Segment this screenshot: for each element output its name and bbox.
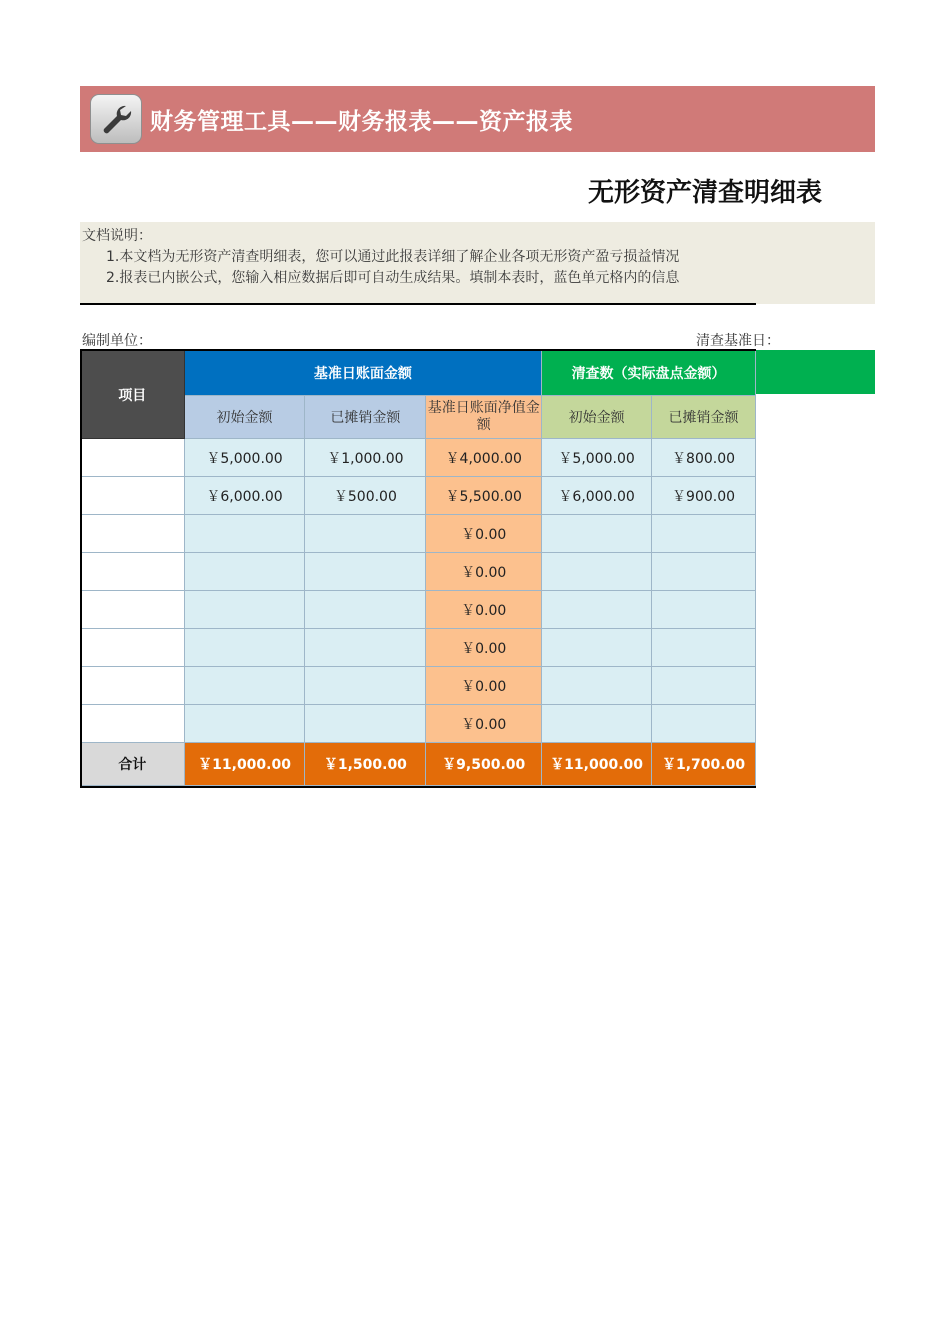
row-count-amortized[interactable]: ￥900.00 — [652, 477, 756, 515]
notes-line-2: 2.报表已内嵌公式，您输入相应数据后即可自动生成结果。填制本表时，蓝色单元格内的信息 — [106, 270, 680, 286]
total-row — [81, 743, 756, 786]
row-item[interactable] — [81, 553, 185, 591]
row-initial[interactable] — [184, 515, 305, 553]
row-item[interactable] — [81, 439, 185, 477]
table-row — [81, 629, 756, 667]
document-title: 无形资产清查明细表 — [588, 178, 823, 208]
row-count-initial[interactable] — [542, 515, 652, 553]
row-item[interactable] — [81, 667, 185, 705]
count-header-extension — [756, 350, 875, 394]
col-count-initial: 初始金额 — [542, 396, 652, 439]
row-net[interactable]: ￥0.00 — [426, 553, 542, 591]
row-item[interactable] — [81, 591, 185, 629]
row-count-initial[interactable] — [542, 553, 652, 591]
notes-heading: 文档说明： — [82, 228, 152, 244]
row-initial[interactable] — [184, 591, 305, 629]
row-amortized[interactable] — [305, 705, 426, 743]
table-body — [81, 439, 756, 743]
col-book-net: 基准日账面净值金额 — [426, 396, 542, 439]
row-initial[interactable]: ￥6,000.00 — [184, 477, 305, 515]
row-item[interactable] — [81, 515, 185, 553]
table-row — [81, 591, 756, 629]
row-count-amortized[interactable] — [652, 553, 756, 591]
row-initial[interactable] — [184, 667, 305, 705]
row-count-amortized[interactable] — [652, 667, 756, 705]
row-amortized[interactable] — [305, 515, 426, 553]
tool-banner — [80, 86, 875, 152]
row-initial[interactable] — [184, 705, 305, 743]
row-count-amortized[interactable] — [652, 515, 756, 553]
base-date-label: 清查基准日： — [696, 333, 780, 349]
row-amortized[interactable] — [305, 667, 426, 705]
table-row — [81, 553, 756, 591]
count-amount-header: 清查数（实际盘点金额） — [542, 351, 756, 396]
col-book-initial: 初始金额 — [184, 396, 305, 439]
notes-line-1: 1.本文档为无形资产清查明细表，您可以通过此报表详细了解企业各项无形资产盈亏损益情况 — [106, 249, 680, 265]
col-book-amortized: 已摊销金额 — [305, 396, 426, 439]
row-net[interactable]: ￥0.00 — [426, 515, 542, 553]
row-count-initial[interactable]: ￥5,000.00 — [542, 439, 652, 477]
table-row — [81, 705, 756, 743]
row-amortized[interactable] — [305, 591, 426, 629]
row-net[interactable]: ￥0.00 — [426, 705, 542, 743]
total-initial: ￥11,000.00 — [184, 743, 305, 786]
row-item[interactable] — [81, 629, 185, 667]
col-count-amortized: 已摊销金额 — [652, 396, 756, 439]
row-net[interactable]: ￥0.00 — [426, 667, 542, 705]
row-count-initial[interactable] — [542, 705, 652, 743]
row-count-amortized[interactable]: ￥800.00 — [652, 439, 756, 477]
notes-divider — [80, 303, 756, 305]
table-border-left — [80, 350, 82, 788]
row-count-initial[interactable] — [542, 591, 652, 629]
total-amortized: ￥1,500.00 — [305, 743, 426, 786]
total-count-initial: ￥11,000.00 — [542, 743, 652, 786]
row-initial[interactable] — [184, 629, 305, 667]
total-label: 合计 — [81, 743, 185, 786]
table-border-top — [80, 349, 756, 351]
row-amortized[interactable] — [305, 553, 426, 591]
book-amount-header: 基准日账面金额 — [184, 351, 542, 396]
row-count-amortized[interactable] — [652, 629, 756, 667]
row-initial[interactable] — [184, 553, 305, 591]
worksheet-viewport — [80, 150, 823, 850]
wrench-icon — [90, 94, 142, 144]
row-net[interactable]: ￥4,000.00 — [426, 439, 542, 477]
table-row — [81, 477, 756, 515]
row-initial[interactable]: ￥5,000.00 — [184, 439, 305, 477]
table-row — [81, 515, 756, 553]
row-count-amortized[interactable] — [652, 591, 756, 629]
banner-title: 财务管理工具——财务报表——资产报表 — [150, 109, 573, 135]
row-item[interactable] — [81, 705, 185, 743]
asset-table — [80, 350, 756, 786]
document-notes — [82, 226, 758, 289]
row-net[interactable]: ￥0.00 — [426, 591, 542, 629]
total-count-amortized: ￥1,700.00 — [652, 743, 756, 786]
row-count-initial[interactable] — [542, 629, 652, 667]
row-count-initial[interactable] — [542, 667, 652, 705]
table-border-bottom — [80, 786, 756, 788]
table-row — [81, 667, 756, 705]
total-net: ￥9,500.00 — [426, 743, 542, 786]
row-net[interactable]: ￥5,500.00 — [426, 477, 542, 515]
unit-label: 编制单位： — [82, 333, 152, 349]
row-amortized[interactable]: ￥1,000.00 — [305, 439, 426, 477]
table-row — [81, 439, 756, 477]
item-header: 项目 — [81, 351, 185, 439]
row-item[interactable] — [81, 477, 185, 515]
row-count-initial[interactable]: ￥6,000.00 — [542, 477, 652, 515]
row-net[interactable]: ￥0.00 — [426, 629, 542, 667]
row-amortized[interactable]: ￥500.00 — [305, 477, 426, 515]
row-amortized[interactable] — [305, 629, 426, 667]
row-count-amortized[interactable] — [652, 705, 756, 743]
